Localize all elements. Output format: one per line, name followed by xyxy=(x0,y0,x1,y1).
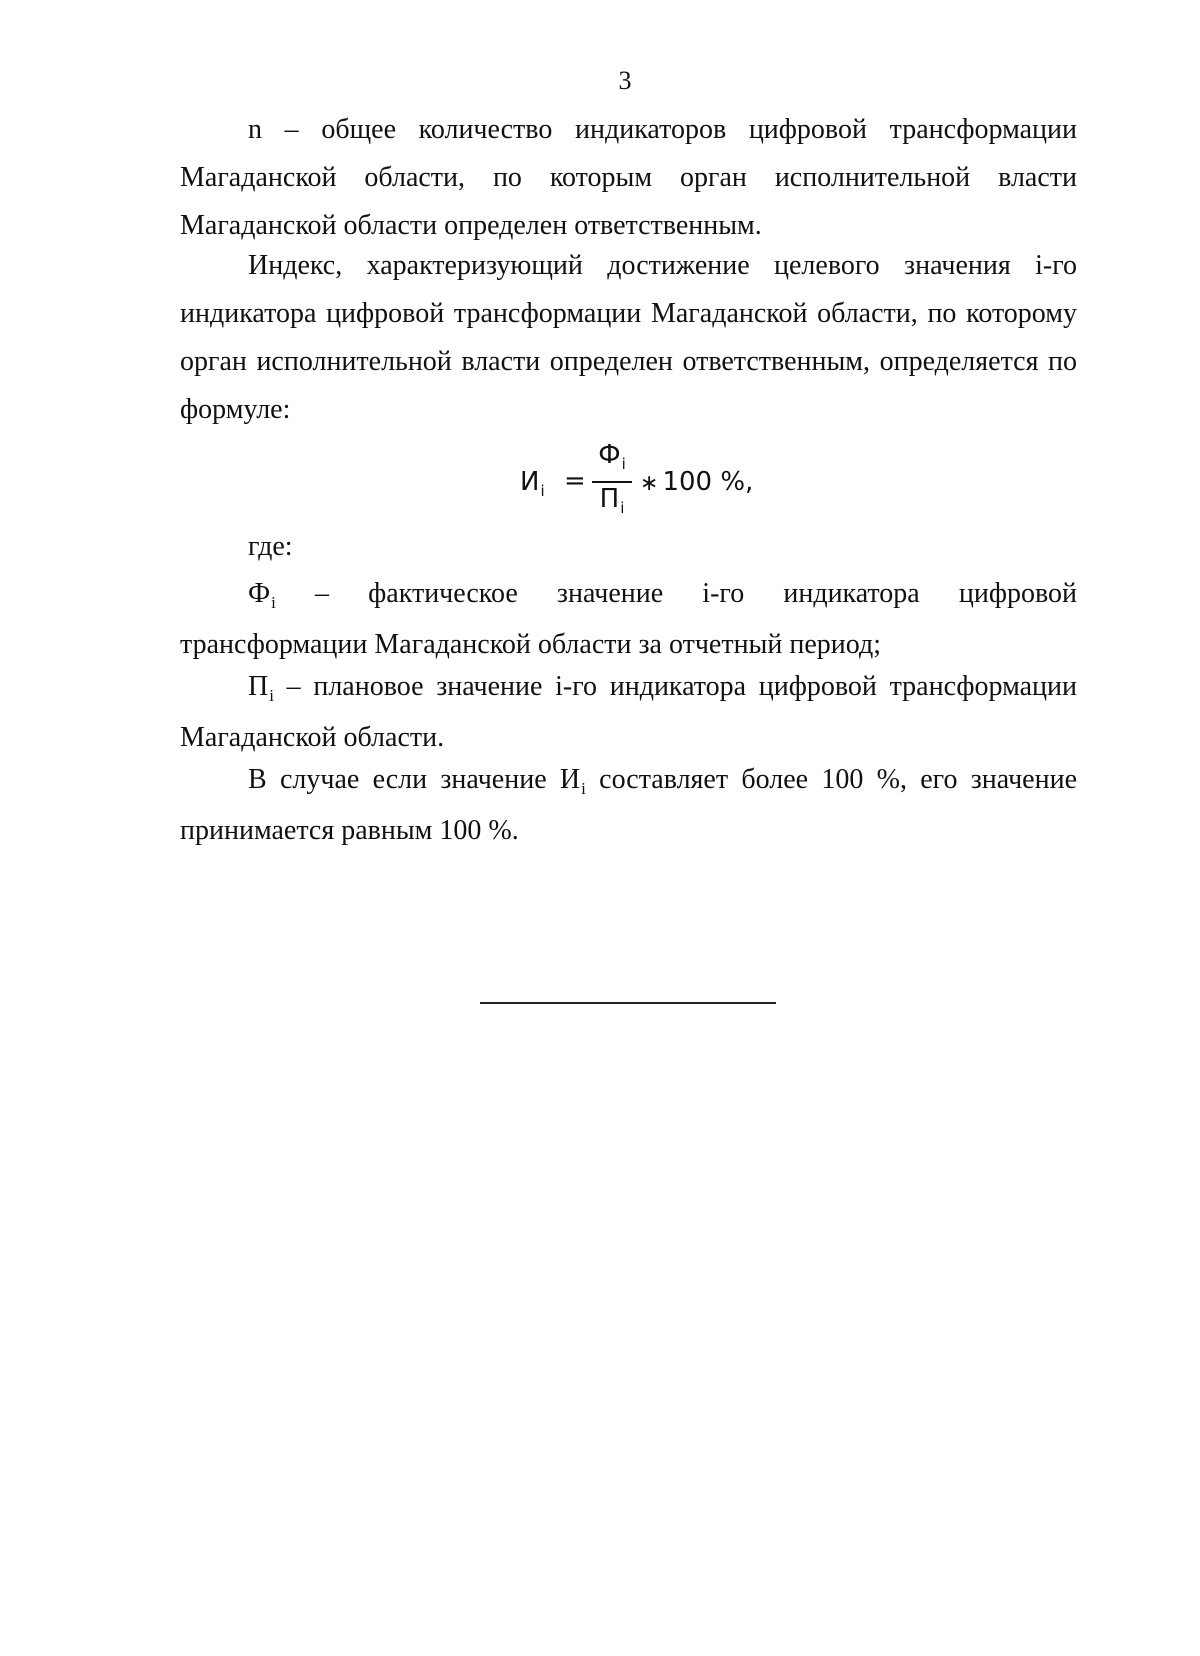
page-number: 3 xyxy=(618,66,632,95)
end-of-document-line xyxy=(480,1002,776,1004)
case-subscript: i xyxy=(581,779,586,798)
formula-multiplier xyxy=(640,467,753,497)
pi-subscript: i xyxy=(269,686,274,705)
formula-fraction-bar xyxy=(592,481,632,483)
paragraph-text: n – общее количество индикаторов цифровой трансформации Магаданской области, по которым орган исполнительной власти Магаданской области определен ответственным. xyxy=(180,114,1077,241)
case-text-after: составляет более 100 %, его значение принимается равным 100 %. xyxy=(180,764,1077,846)
formula-lhs-symbol: И xyxy=(520,467,540,497)
paragraph-text xyxy=(180,570,1077,669)
paragraph-text: Индекс, характеризующий достижение целевого значения i-го индикатора цифровой трансформации Магаданской области, по которому орган исполнительной власти определен ответственным, определяется по формуле: xyxy=(180,250,1077,425)
formula-lhs-subscript: i xyxy=(540,482,545,500)
phi-symbol: Ф xyxy=(248,578,271,609)
formula-multiply-sign: ∗ xyxy=(640,471,659,496)
paragraph-where xyxy=(180,523,1077,571)
formula-numerator-subscript: i xyxy=(621,455,626,473)
formula-numerator-symbol: Ф xyxy=(598,440,621,470)
formula-denominator-subscript: i xyxy=(620,499,625,517)
phi-subscript: i xyxy=(271,593,276,612)
formula-denominator xyxy=(590,484,634,517)
paragraph-n-definition xyxy=(180,106,1077,250)
formula-fraction xyxy=(590,440,634,530)
pi-definition-text: – плановое значение i-го индикатора цифровой трансформации Магаданской области. xyxy=(180,671,1077,753)
formula-lhs xyxy=(520,467,545,500)
formula-factor: 100 %, xyxy=(662,467,754,497)
paragraph-index-intro xyxy=(180,242,1077,434)
formula-equals: = xyxy=(564,466,586,496)
case-text-before: В случае если значение И xyxy=(248,764,581,795)
paragraph-case-over-100 xyxy=(180,756,1077,855)
formula-numerator xyxy=(590,440,634,473)
paragraph-text xyxy=(180,756,1077,855)
phi-definition-text: – фактическое значение i-го индикатора цифровой трансформации Магаданской области за отчетный период; xyxy=(180,578,1077,660)
paragraph-pi-definition xyxy=(180,663,1077,762)
paragraph-text xyxy=(180,663,1077,762)
pi-symbol: П xyxy=(248,671,269,702)
formula-denominator-symbol: П xyxy=(599,484,620,514)
paragraph-phi-definition xyxy=(180,570,1077,669)
paragraph-text: где: xyxy=(248,531,293,562)
